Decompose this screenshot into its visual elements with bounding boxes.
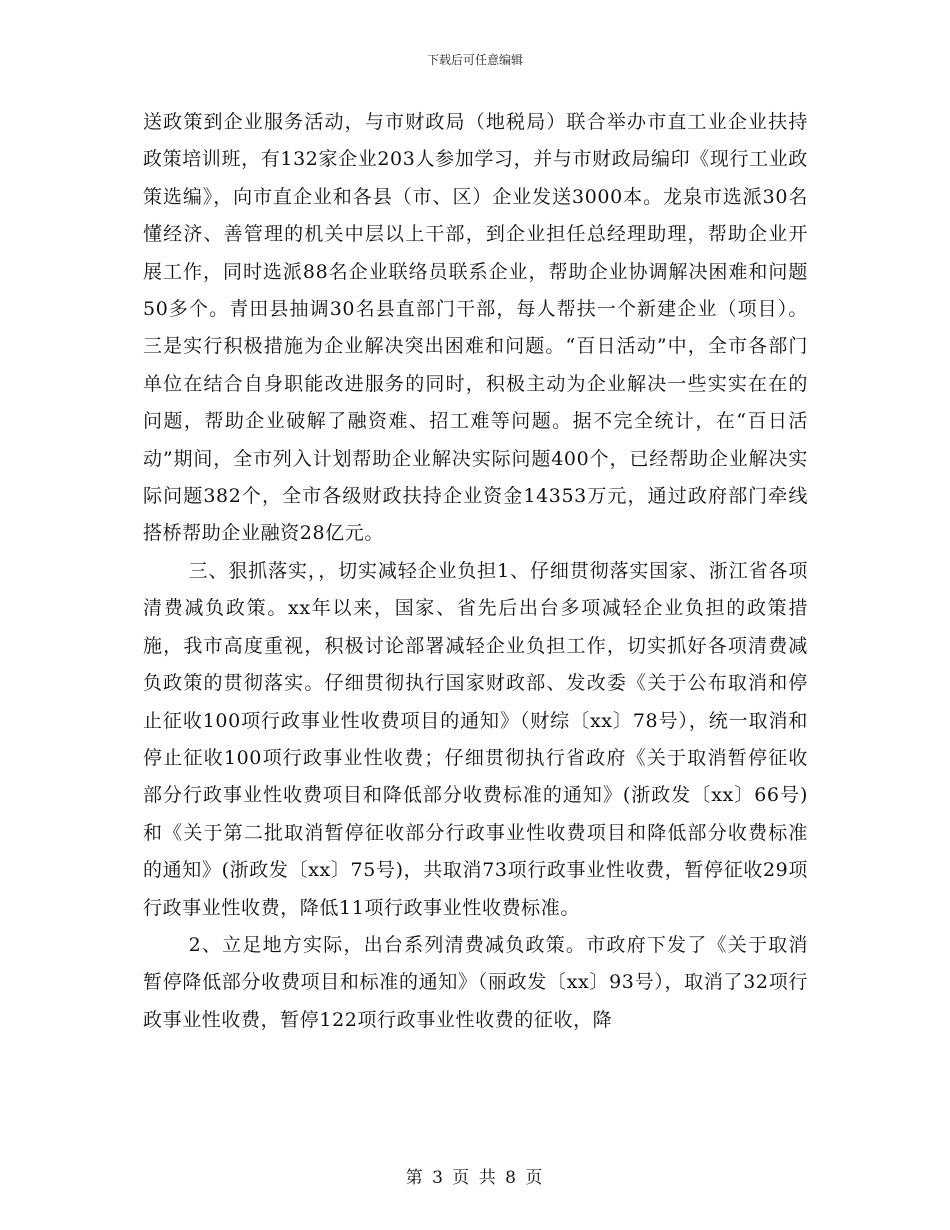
paragraph-3: 2、立足地方实际，出台系列清费减负政策。市政府下发了《关于取消暂停降低部分收费项目和标准的通知》（丽政发〔xx〕93号），取消了32项行政事业性收费，暂停122项行政事业性收费的征收，降 bbox=[143, 933, 808, 1031]
page-header: 下载后可任意编辑 bbox=[426, 53, 523, 67]
paragraph-2: 三、狠抓落实，，切实减轻企业负担1、仔细贯彻落实国家、浙江省各项清费减负政策。xx年以来，国家、省先后出台多项减轻企业负担的政策措施，我市高度重视，积极讨论部署减轻企业负担工作，切实抓好各项清费减负政策的贯彻落实。仔细贯彻执行国家财政部、发改委《关于公布取消和停止征收100项行政事业性收费项目的通知》（财综〔xx〕78号），统一取消和停止征收100项行政事业性收费；仔细贯彻执行省政府《关于取消暂停征收部分行政事业性收费项目和降低部分收费标准的通知》(浙政发〔xx〕66号)和《关于第二批取消暂停征收部分行政事业性收费项目和降低部分收费标准的通知》(浙政发〔xx〕75号)，共取消73项行政事业性收费，暂停征收29项行政事业性收费，降低11项行政事业性收费标准。 bbox=[143, 559, 808, 919]
paragraph-1: 送政策到企业服务活动，与市财政局（地税局）联合举办市直工业企业扶持政策培训班，有132家企业203人参加学习，并与市财政局编印《现行工业政策选编》，向市直企业和各县（市、区）企业发送3000本。龙泉市选派30名懂经济、善管理的机关中层以上干部，到企业担任总经理助理，帮助企业开展工作，同时选派88名企业联络员联系企业，帮助企业协调解决困难和问题50多个。青田县抽调30名县直部门干部，每人帮扶一个新建企业（项目）。三是实行积极措施为企业解决突出困难和问题。“百日活动”中，全市各部门单位在结合自身职能改进服务的同时，积极主动为企业解决一些实实在在的问题，帮助企业破解了融资难、招工难等问题。据不完全统计，在“百日活动”期间，全市列入计划帮助企业解决实际问题400个，已经帮助企业解决实际问题382个，全市各级财政扶持企业资金14353万元，通过政府部门牵线搭桥帮助企业融资28亿元。 bbox=[143, 111, 808, 545]
page-number-footer: 第 3 页 共 8 页 bbox=[405, 1168, 545, 1188]
document-body bbox=[143, 104, 808, 1039]
